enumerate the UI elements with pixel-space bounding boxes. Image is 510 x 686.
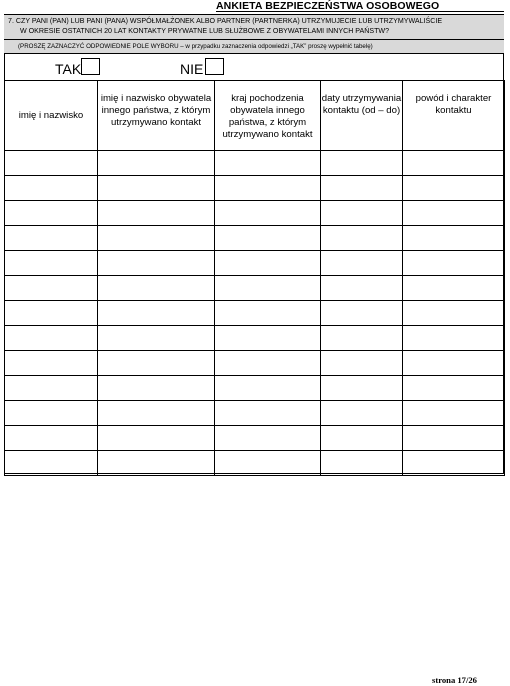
question-text-line-2: W OKRESIE OSTATNICH 20 LAT KONTAKTY PRYWATNE LUB SŁUŻBOWE Z OBYWATELAMI INNYCH PAŃSTW? (20, 26, 390, 35)
table-cell[interactable] (321, 376, 403, 401)
page-number: strona 17/26 (432, 675, 477, 685)
instruction-note: (PROSZĘ ZAZNACZYĆ ODPOWIEDNIE POLE WYBORU – w przypadku zaznaczenia odpowiedzi „TAK” proszę wypełnić tabelę) (4, 40, 504, 54)
question-text-line-1: 7. CZY PANI (PAN) LUB PANI (PANA) WSPÓŁMAŁŻONEK ALBO PARTNER (PARTNERKA) UTRZYMUJECIE LUB UTRZYMYWALIŚCIE (8, 17, 443, 25)
table-cell[interactable] (5, 426, 98, 451)
table-cell[interactable] (215, 376, 321, 401)
table-row (5, 201, 505, 226)
contacts-table (4, 80, 505, 476)
title-underline (216, 11, 504, 12)
column-header-reason: powód i charakter kontaktu (403, 81, 505, 151)
table-cell[interactable] (403, 376, 505, 401)
table-cell[interactable] (215, 426, 321, 451)
table-row (5, 451, 505, 476)
table-cell[interactable] (5, 276, 98, 301)
table-cell[interactable] (5, 301, 98, 326)
table-row (5, 226, 505, 251)
table-cell[interactable] (321, 201, 403, 226)
table-cell[interactable] (403, 151, 505, 176)
table-cell[interactable] (403, 276, 505, 301)
table-row (5, 426, 505, 451)
table-cell[interactable] (321, 176, 403, 201)
column-header-name: imię i nazwisko (5, 81, 98, 151)
table-cell[interactable] (98, 376, 215, 401)
yes-checkbox[interactable] (81, 58, 100, 75)
no-label: NIE (180, 61, 204, 77)
table-row (5, 351, 505, 376)
table-cell[interactable] (321, 351, 403, 376)
table-cell[interactable] (403, 201, 505, 226)
table-cell[interactable] (5, 226, 98, 251)
column-header-dates: daty utrzymywania kontaktu (od – do) (321, 81, 403, 151)
form-title: ANKIETA BEZPIECZEŃSTWA OSOBOWEGO (216, 0, 440, 12)
table-cell[interactable] (5, 451, 98, 476)
yes-label: TAK (55, 61, 82, 77)
no-checkbox[interactable] (205, 58, 224, 75)
table-cell[interactable] (5, 376, 98, 401)
table-cell[interactable] (5, 176, 98, 201)
table-cell[interactable] (321, 451, 403, 476)
question-box (4, 15, 504, 40)
table-cell[interactable] (5, 201, 98, 226)
table-cell[interactable] (98, 226, 215, 251)
table-cell[interactable] (5, 351, 98, 376)
table-header-row (5, 81, 505, 151)
table-cell[interactable] (5, 401, 98, 426)
table-cell[interactable] (321, 276, 403, 301)
table-cell[interactable] (215, 201, 321, 226)
table-cell[interactable] (98, 301, 215, 326)
table-cell[interactable] (403, 401, 505, 426)
table-cell[interactable] (98, 251, 215, 276)
table-cell[interactable] (321, 301, 403, 326)
table-cell[interactable] (98, 151, 215, 176)
table-cell[interactable] (98, 401, 215, 426)
table-cell[interactable] (403, 426, 505, 451)
table-cell[interactable] (98, 351, 215, 376)
table-cell[interactable] (215, 301, 321, 326)
table-cell[interactable] (215, 326, 321, 351)
table-cell[interactable] (98, 326, 215, 351)
table-cell[interactable] (321, 426, 403, 451)
table-cell[interactable] (215, 451, 321, 476)
table-cell[interactable] (321, 151, 403, 176)
table-cell[interactable] (215, 226, 321, 251)
table-row (5, 376, 505, 401)
table-cell[interactable] (5, 326, 98, 351)
table-row (5, 326, 505, 351)
table-cell[interactable] (403, 226, 505, 251)
table-cell[interactable] (215, 401, 321, 426)
table-row (5, 151, 505, 176)
table-body (5, 151, 505, 476)
table-cell[interactable] (215, 251, 321, 276)
table-row (5, 301, 505, 326)
table-cell[interactable] (215, 151, 321, 176)
table-cell[interactable] (321, 251, 403, 276)
table-cell[interactable] (215, 351, 321, 376)
table-row (5, 276, 505, 301)
table-cell[interactable] (403, 301, 505, 326)
table-cell[interactable] (98, 176, 215, 201)
table-cell[interactable] (5, 251, 98, 276)
column-header-country: kraj pochodzenia obywatela innego państwa, z którym utrzymywano kontakt (215, 81, 321, 151)
table-cell[interactable] (98, 201, 215, 226)
table-cell[interactable] (98, 451, 215, 476)
table-row (5, 401, 505, 426)
table-cell[interactable] (215, 276, 321, 301)
table-cell[interactable] (98, 426, 215, 451)
table-cell[interactable] (403, 176, 505, 201)
table-cell[interactable] (403, 326, 505, 351)
column-header-foreigner-name: imię i nazwisko obywatela innego państwa, z którym utrzymywano kontakt (98, 81, 215, 151)
table-cell[interactable] (321, 326, 403, 351)
table-cell[interactable] (403, 351, 505, 376)
table-row (5, 176, 505, 201)
table-cell[interactable] (98, 276, 215, 301)
table-cell[interactable] (5, 151, 98, 176)
table-cell[interactable] (403, 451, 505, 476)
table-cell[interactable] (321, 226, 403, 251)
table-cell[interactable] (403, 251, 505, 276)
table-row (5, 251, 505, 276)
table-cell[interactable] (321, 401, 403, 426)
table-cell[interactable] (215, 176, 321, 201)
